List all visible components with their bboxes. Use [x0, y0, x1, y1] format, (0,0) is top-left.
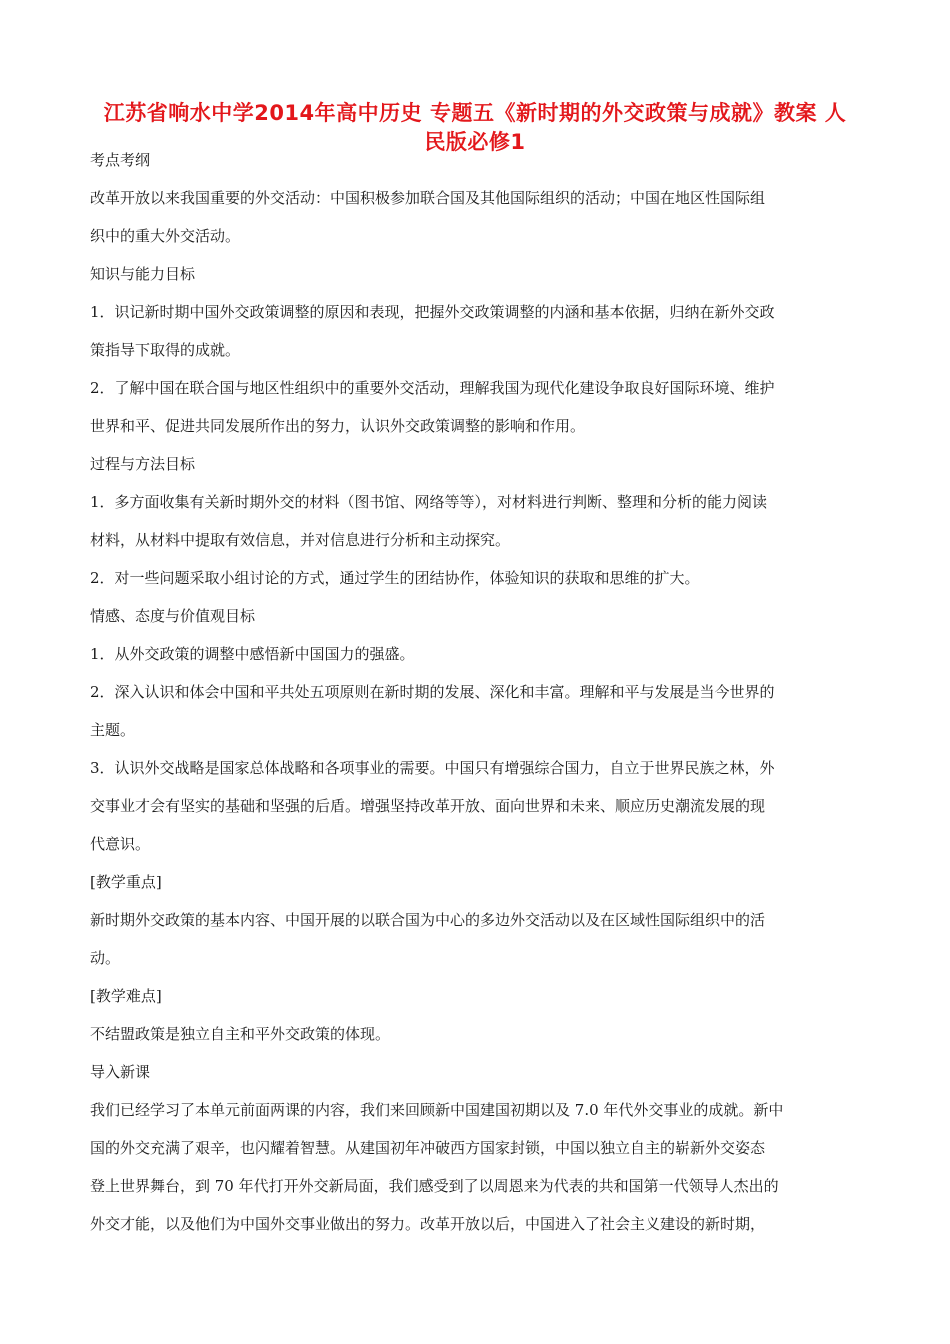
paragraph-line: 改革开放以来我国重要的外交活动：中国积极参加联合国及其他国际组织的活动；中国在地区性国际组: [90, 189, 766, 207]
paragraph-line: 新时期外交政策的基本内容、中国开展的以联合国为中心的多边外交活动以及在区域性国际组织中的活: [90, 911, 766, 929]
section-heading: 知识与能力目标: [90, 265, 196, 283]
paragraph-line: 动。: [90, 949, 121, 967]
title-line: 民版必修1: [424, 130, 526, 154]
paragraph-line: 1．识记新时期中国外交政策调整的原因和表现，把握外交政策调整的内涵和基本依据，归纳在新外交政: [90, 303, 775, 321]
paragraph-line: 交事业才会有坚实的基础和坚强的后盾。增强坚持改革开放、面向世界和未来、顺应历史潮流发展的现: [90, 797, 766, 815]
section-heading: 情感、态度与价值观目标: [90, 607, 256, 625]
paragraph-line: 2．深入认识和体会中国和平共处五项原则在新时期的发展、深化和丰富。理解和平与发展是当今世界的: [90, 683, 775, 701]
section-heading: 考点考纲: [90, 151, 151, 169]
paragraph-line: 1．从外交政策的调整中感悟新中国国力的强盛。: [90, 645, 415, 663]
paragraph-line: 2．对一些问题采取小组讨论的方式，通过学生的团结协作，体验知识的获取和思维的扩大。: [90, 569, 700, 587]
paragraph-line: 策指导下取得的成就。: [90, 341, 241, 359]
paragraph-line: 3．认识外交战略是国家总体战略和各项事业的需要。中国只有增强综合国力，自立于世界民族之林，外: [90, 759, 775, 777]
section-heading: [教学难点]: [90, 987, 162, 1005]
title-line: 江苏省响水中学2014年高中历史 专题五《新时期的外交政策与成就》教案 人: [103, 101, 847, 125]
paragraph-line: 登上世界舞台，到 70 年代打开外交新局面，我们感受到了以周恩来为代表的共和国第一代领导人杰出的: [90, 1177, 779, 1195]
paragraph-line: 材料，从材料中提取有效信息，并对信息进行分析和主动探究。: [90, 531, 511, 549]
paragraph-line: 代意识。: [90, 835, 151, 853]
paragraph-line: 世界和平、促进共同发展所作出的努力，认识外交政策调整的影响和作用。: [90, 417, 586, 435]
paragraph-line: 不结盟政策是独立自主和平外交政策的体现。: [90, 1025, 391, 1043]
paragraph-line: 织中的重大外交活动。: [90, 227, 241, 245]
paragraph-line: 主题。: [90, 721, 136, 739]
section-heading: [教学重点]: [90, 873, 162, 891]
paragraph-line: 国的外交充满了艰辛，也闪耀着智慧。从建国初年冲破西方国家封锁，中国以独立自主的崭新外交姿态: [90, 1139, 766, 1157]
paragraph-line: 我们已经学习了本单元前面两课的内容，我们来回顾新中国建国初期以及 7.0 年代外交事业的成就。新中: [90, 1101, 784, 1119]
paragraph-line: 外交才能，以及他们为中国外交事业做出的努力。改革开放以后，中国进入了社会主义建设的新时期，: [90, 1215, 766, 1233]
paragraph-line: 2．了解中国在联合国与地区性组织中的重要外交活动，理解我国为现代化建设争取良好国际环境、维护: [90, 379, 775, 397]
paragraph-line: 1．多方面收集有关新时期外交的材料（图书馆、网络等等），对材料进行判断、整理和分析的能力阅读: [90, 493, 768, 511]
document-body: [90, 150, 862, 1234]
section-heading: 过程与方法目标: [90, 455, 196, 473]
document-title: [80, 99, 870, 157]
section-heading: 导入新课: [90, 1063, 151, 1081]
